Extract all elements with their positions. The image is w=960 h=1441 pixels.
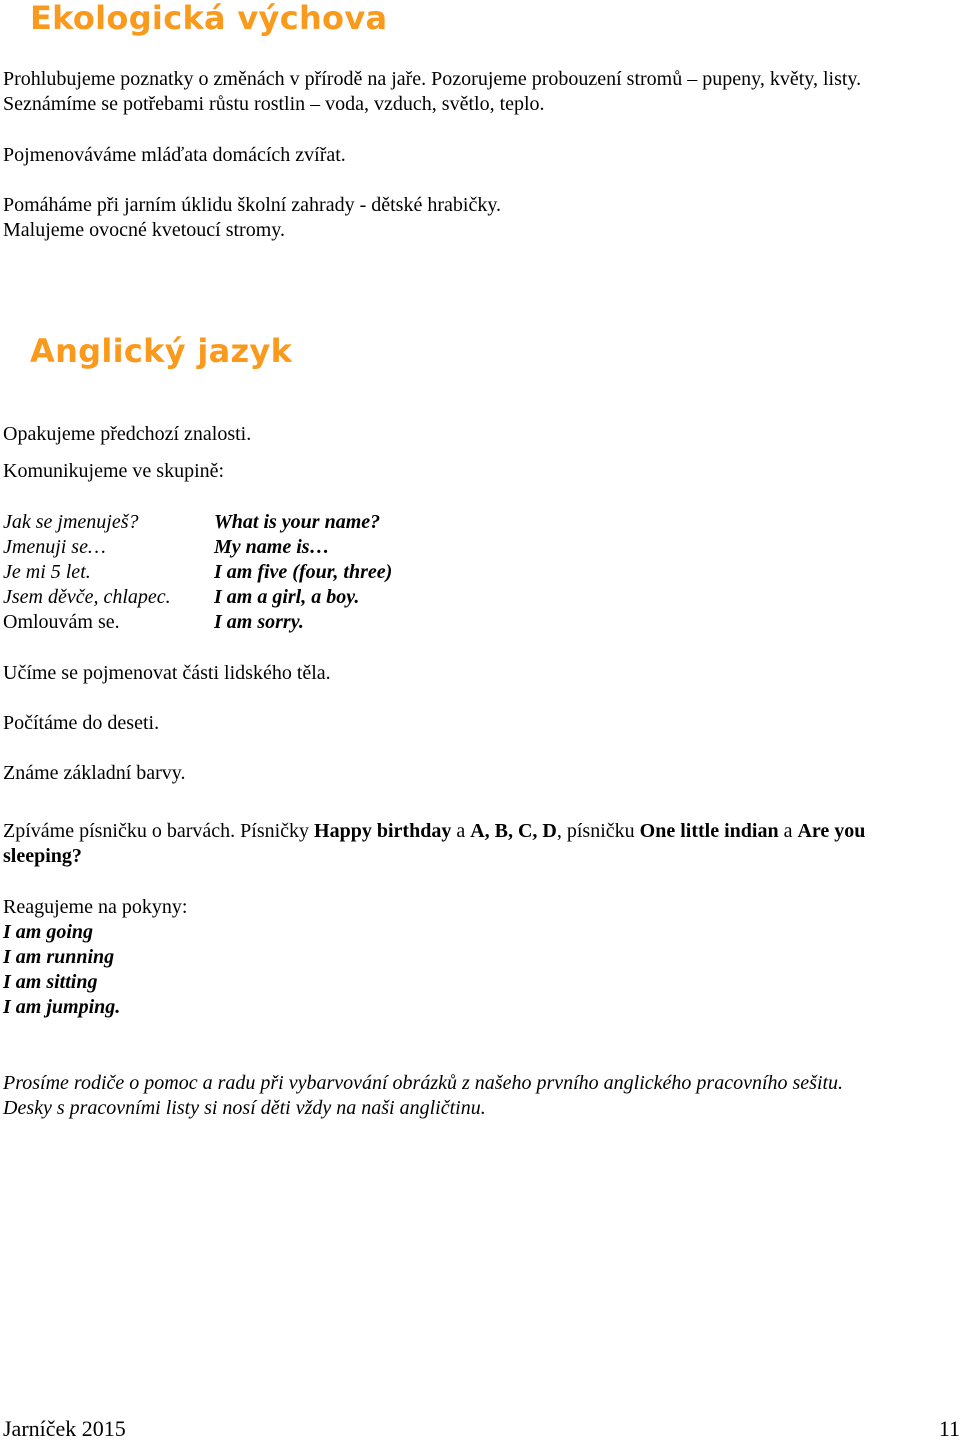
phrase-czech: Omlouvám se. [3,611,120,633]
command-item: I am going [3,921,94,943]
english-intro-1-text: Opakujeme předchozí znalosti. [3,423,252,445]
command-item: I am jumping. [3,996,121,1018]
song-are-you-sleeping: Are you [797,820,866,842]
english-body-parts-text: Učíme se pojmenovat části lidského těla. [3,662,331,684]
ecology-paragraph-3 [3,193,958,243]
english-colors-text: Známe základní barvy. [3,762,186,784]
phrase-row [3,510,958,535]
ecology-paragraph-2 [3,143,958,168]
english-counting-text: Počítáme do deseti. [3,712,160,734]
english-counting [3,711,958,736]
english-colors [3,761,958,786]
ecology-p1-line1: Prohlubujeme poznatky o změnách v přírodě na jaře. Pozorujeme probouzení stromů – pupeny, květy, listy. [3,68,862,90]
phrase-english: I am five (four, three) [214,561,393,583]
phrase-table [3,510,958,635]
phrase-english: I am sorry. [214,611,304,633]
song-abcd: A, B, C, D [470,820,557,842]
phrase-english: My name is… [214,536,330,558]
english-body-parts [3,661,958,686]
parents-note-line2: Desky s pracovními listy si nosí děti vždy na naši angličtinu. [3,1097,486,1119]
parents-note [3,1071,958,1121]
english-songs-line2: sleeping? [3,845,82,867]
phrase-row [3,610,958,635]
song-happy-birthday: Happy birthday [314,820,452,842]
command-item: I am sitting [3,971,98,993]
phrase-row [3,560,958,585]
phrase-czech: Jsem děvče, chlapec. [3,586,171,608]
ecology-paragraph-1 [3,67,958,117]
phrase-english: I am a girl, a boy. [214,586,360,608]
songs-text: a [778,820,798,842]
parents-note-line1: Prosíme rodiče o pomoc a radu při vybarvování obrázků z našeho prvního anglického pracovního sešitu. [3,1072,844,1094]
english-heading: Anglický jazyk [30,332,293,370]
footer-title: Jarníček 2015 [3,1416,126,1441]
phrase-czech: Jmenuji se… [3,536,106,558]
song-one-little-indian: One little indian [639,820,779,842]
ecology-p2-line: Pojmenováváme mláďata domácích zvířat. [3,144,346,166]
phrase-row [3,535,958,560]
english-songs [3,819,958,869]
songs-text: Zpíváme písničku o barvách. Písničky [3,820,315,842]
english-commands [3,895,958,1020]
songs-text: a [451,820,471,842]
ecology-p3-line2: Malujeme ovocné kvetoucí stromy. [3,219,285,241]
english-intro-2-text: Komunikujeme ve skupině: [3,460,225,482]
command-item: I am running [3,946,115,968]
phrase-czech: Jak se jmenuješ? [3,511,139,533]
ecology-p3-line1: Pomáháme při jarním úklidu školní zahrady - dětské hrabičky. [3,194,502,216]
english-songs-line1 [3,819,958,844]
songs-text: , písničku [556,820,640,842]
english-intro-1 [3,422,958,447]
phrase-row [3,585,958,610]
ecology-heading: Ekologická výchova [30,0,388,37]
phrase-czech: Je mi 5 let. [3,561,91,583]
ecology-p1-line2: Seznámíme se potřebami růstu rostlin – voda, vzduch, světlo, teplo. [3,93,545,115]
page-number: 11 [938,1416,960,1441]
phrase-english: What is your name? [214,511,381,533]
english-intro-2 [3,459,958,484]
commands-intro: Reagujeme na pokyny: [3,896,188,918]
